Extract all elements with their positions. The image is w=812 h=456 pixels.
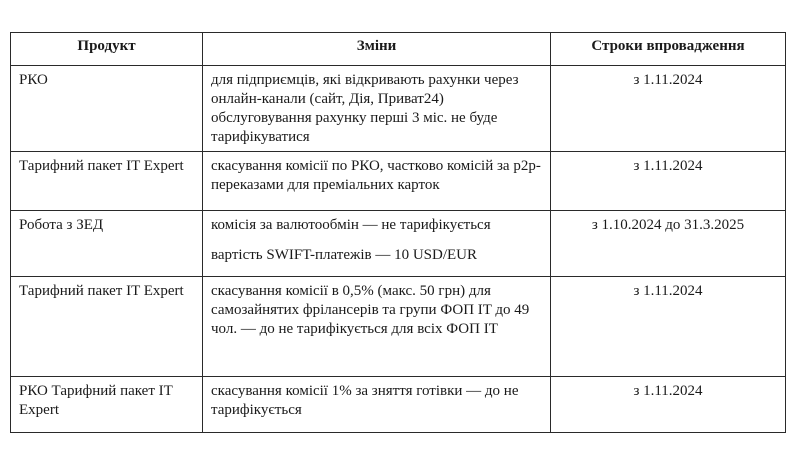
- paragraph-gap: [211, 235, 542, 246]
- product-cell: РКО: [11, 66, 203, 152]
- header-dates: Строки впровадження: [551, 33, 786, 66]
- product-cell: Робота з ЗЕД: [11, 211, 203, 277]
- change-text: скасування комісії по РКО, частково комісій за р2р-переказами для преміальних карток: [211, 158, 541, 193]
- changes-cell: [203, 66, 551, 152]
- product-cell: РКО Тарифний пакет IT Expert: [11, 377, 203, 433]
- date-cell: з 1.11.2024: [551, 377, 786, 433]
- table-row: [11, 152, 786, 211]
- header-changes: Зміни: [203, 33, 551, 66]
- table-row: [11, 377, 786, 433]
- header-product: Продукт: [11, 33, 203, 66]
- date-cell: з 1.11.2024: [551, 277, 786, 377]
- change-text: комісія за валютообмін — не тарифікується: [211, 217, 491, 233]
- changes-cell: [203, 277, 551, 377]
- change-text: для підприємців, які відкривають рахунки через онлайн-канали (сайт, Дія, Приват24) обслуговування рахунку перші 3 міс. не буде тарифікуватися: [211, 72, 519, 145]
- changes-cell: [203, 152, 551, 211]
- date-cell: з 1.11.2024: [551, 152, 786, 211]
- table-row: [11, 277, 786, 377]
- date-cell: з 1.11.2024: [551, 66, 786, 152]
- table-row: [11, 66, 786, 152]
- change-text: скасування комісії в 0,5% (макс. 50 грн) для самозайнятих фрілансерів та групи ФОП IT до 49 чол. — до не тарифікується для всіх ФОП IT: [211, 283, 530, 337]
- date-cell: з 1.10.2024 до 31.3.2025: [551, 211, 786, 277]
- table-header-row: [11, 33, 786, 66]
- changes-cell: [203, 211, 551, 277]
- changes-cell: [203, 377, 551, 433]
- change-text: вартість SWIFT-платежів — 10 USD/EUR: [211, 247, 478, 263]
- table-row: [11, 211, 786, 277]
- change-text: скасування комісії 1% за зняття готівки — до не тарифікується: [211, 383, 519, 418]
- changes-table: [10, 32, 786, 433]
- product-cell: Тарифний пакет IT Expert: [11, 277, 203, 377]
- product-cell: Тарифний пакет IT Expert: [11, 152, 203, 211]
